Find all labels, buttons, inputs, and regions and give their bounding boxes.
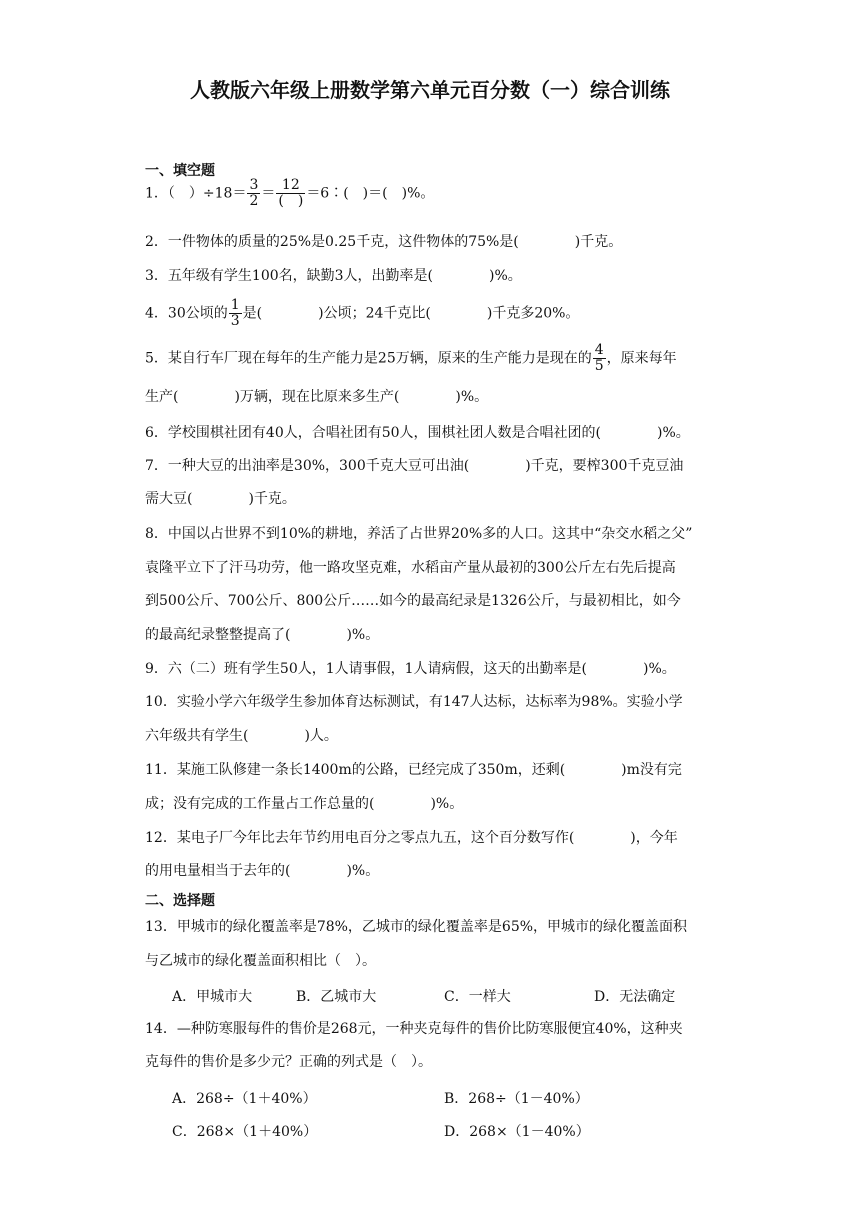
question-4-text-a: 4．30公顷的 xyxy=(145,305,228,322)
question-13-option-a[interactable]: A．甲城市大 xyxy=(172,989,253,1005)
question-7-line-1: 7．一种大豆的出油率是30%，300千克大豆可出油( )千克，要榨300千克豆油 xyxy=(145,458,684,474)
page-title: 人教版六年级上册数学第六单元百分数（一）综合训练 xyxy=(190,78,670,102)
section-heading-fill-in: 一、填空题 xyxy=(145,163,215,179)
question-1-text-b: ＝6∶( )＝( )%。 xyxy=(306,185,435,202)
fraction-4-5: $\frac{4}{5}$ xyxy=(594,342,604,374)
question-5-line-1 xyxy=(145,343,677,374)
question-8-line-4: 的最高纪录整整提高了( )%。 xyxy=(145,627,380,643)
question-7-line-2: 需大豆( )千克。 xyxy=(145,491,296,507)
question-5-text-a: 5．某自行车厂现在每年的生产能力是25万辆，原来的生产能力是现在的 xyxy=(145,350,592,367)
question-9: 9．六（二）班有学生50人，1人请事假，1人请病假，这天的出勤率是( )%。 xyxy=(145,661,676,677)
question-12-line-2: 的用电量相当于去年的( )%。 xyxy=(145,863,380,879)
question-14-line-1: 14．—种防寒服每件的售价是268元，一种夹克每件的售价比防寒服便宜40%，这种夹 xyxy=(145,1021,683,1037)
question-6: 6．学校围棋社团有40人，合唱社团有50人，围棋社团人数是合唱社团的( )%。 xyxy=(145,425,690,441)
question-1-text-a: 1．（ ）÷18＝ xyxy=(145,185,247,202)
question-13-option-c[interactable]: C．一样大 xyxy=(444,989,511,1005)
question-14-option-b[interactable]: B．268÷（1－40%） xyxy=(444,1091,589,1107)
section-heading-choice: 二、选择题 xyxy=(145,893,215,909)
question-8-line-2: 袁隆平立下了汗马功劳，他一路攻坚克难，水稻亩产量从最初的300公斤左右先后提高 xyxy=(145,560,676,576)
question-1 xyxy=(145,178,434,209)
fraction-1-3: $\frac{1}{3}$ xyxy=(230,297,240,329)
question-12-line-1: 12．某电子厂今年比去年节约用电百分之零点九五，这个百分数写作( )，今年 xyxy=(145,830,678,846)
question-14-option-c[interactable]: C．268×（1＋40%） xyxy=(172,1124,318,1140)
question-14-line-2: 克每件的售价是多少元？正确的列式是（ ）。 xyxy=(145,1054,432,1070)
question-10-line-1: 10．实验小学六年级学生参加体育达标测试，有147人达标，达标率为98%。实验小学 xyxy=(145,694,683,710)
question-5-text-b: ，原来每年 xyxy=(606,350,677,367)
question-8-line-1: 8．中国以占世界不到10%的耕地，养活了占世界20%多的人口。这其中“杂交水稻之父” xyxy=(145,526,693,542)
question-13-option-b[interactable]: B．乙城市大 xyxy=(296,989,377,1005)
question-3: 3．五年级有学生100名，缺勤3人，出勤率是( )%。 xyxy=(145,268,522,284)
question-13-option-d[interactable]: D．无法确定 xyxy=(594,989,676,1005)
question-11-line-1: 11．某施工队修建一条长1400m的公路，已经完成了350m，还剩( )m没有完 xyxy=(145,762,682,778)
fraction-3-2: $\frac{3}{2}$ xyxy=(249,177,259,209)
question-14-option-d[interactable]: D．268×（1－40%） xyxy=(444,1124,590,1140)
question-8-line-3: 到500公斤、700公斤、800公斤……如今的最高纪录是1326公斤，与最初相比，如今 xyxy=(145,593,681,609)
question-11-line-2: 成；没有完成的工作量占工作总量的( )%。 xyxy=(145,796,464,812)
question-4 xyxy=(145,298,579,329)
question-5-line-2: 生产( )万辆，现在比原来多生产( )%。 xyxy=(145,389,489,405)
question-10-line-2: 六年级共有学生( )人。 xyxy=(145,728,338,744)
fraction-12-blank: $\frac{12}{( )}$ xyxy=(278,177,304,209)
question-13-line-2: 与乙城市的绿化覆盖面积相比（ ）。 xyxy=(145,953,376,969)
question-4-text-b: 是( )公顷；24千克比( )千克多20%。 xyxy=(242,305,580,322)
question-14-option-a[interactable]: A．268÷（1＋40%） xyxy=(172,1091,317,1107)
question-13-line-1: 13．甲城市的绿化覆盖率是78%，乙城市的绿化覆盖率是65%，甲城市的绿化覆盖面积 xyxy=(145,919,688,935)
question-2: 2．一件物体的质量的25%是0.25千克，这件物体的75%是( )千克。 xyxy=(145,234,623,250)
question-1-eq: ＝ xyxy=(261,185,276,202)
